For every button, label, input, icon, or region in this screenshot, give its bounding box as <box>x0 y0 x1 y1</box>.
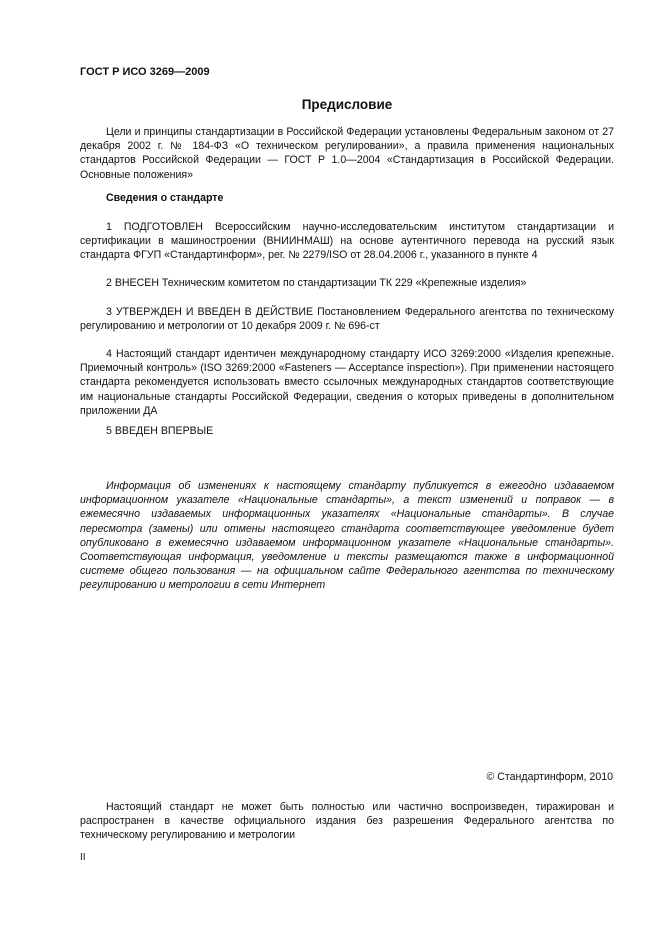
item-5-text: 5 ВВЕДЕН ВПЕРВЫЕ <box>106 425 214 437</box>
reproduction-text: Настоящий стандарт не может быть полностью или частично воспроизведен, тиражирован и распространен в качестве официального издания без разрешения Федерального агентства по техническому регулированию и метрологии <box>80 801 614 842</box>
page-number: II <box>80 852 86 863</box>
item-2-text: 2 ВНЕСЕН Техническим комитетом по стандартизации ТК 229 «Крепежные изделия» <box>106 277 527 289</box>
item-4 <box>80 347 614 418</box>
intro-paragraph <box>80 125 614 182</box>
notice-text: Информация об изменениях к настоящему стандарту публикуется в ежегодно издаваемом информационном указателе «Национальные стандарты», а текст изменений и поправок — в ежемесячно издаваемых информационных указателях «Национальные стандарты». В случае пересмотра (замены) или отмены настоящего стандарта соответствующее уведомление будет опубликовано в ежемесячно издаваемом информационном указателе «Национальные стандарты». Соответствующая информация, уведомление и тексты размещаются также в информационной системе общего пользования — на официальном сайте Федерального агентства по техническому регулированию и метрологии в сети Интернет <box>80 480 614 592</box>
page-title: Предисловие <box>301 97 393 112</box>
notice-paragraph <box>80 479 614 593</box>
intro-text: Цели и принципы стандартизации в Российской Федерации установлены Федеральным законом от 27 декабря 2002 г. № 184-ФЗ «О техническом регулировании», а правила применения национальных стандартов Российской Федерации — ГОСТ Р 1.0—2004 «Стандартизация в Российской Федерации. Основные положения» <box>80 126 614 181</box>
copyright: © Стандартинформ, 2010 <box>486 771 613 783</box>
reproduction-paragraph <box>80 800 614 843</box>
item-1 <box>80 220 614 263</box>
item-1-text: 1 ПОДГОТОВЛЕН Всероссийским научно-исследовательским институтом стандартизации и сертификации в машиностроении (ВНИИНМАШ) на основе аутентичного перевода на русский язык стандарта ФГУП «Стандартинформ», рег. № 2279/ISO от 28.04.2006 г., указанного в пункте 4 <box>80 221 614 262</box>
item-4-text: 4 Настоящий стандарт идентичен международному стандарту ИСО 3269:2000 «Изделия крепежные. Приемочный контроль» (ISO 3269:2000 «Fasteners — Acceptance inspection»). При применении настоящего стандарта рекомендуется использовать вместо ссылочных международных стандартов соответствующие им национальные стандарты Российской Федерации, сведения о которых приведены в дополнительном приложении ДА <box>80 348 614 417</box>
item-3-text: 3 УТВЕРЖДЕН И ВВЕДЕН В ДЕЙСТВИЕ Постановлением Федерального агентства по техническому регулированию и метрологии от 10 декабря 2009 г. № 696-ст <box>80 306 614 333</box>
document-code: ГОСТ Р ИСО 3269—2009 <box>80 66 210 78</box>
info-heading: Сведения о стандарте <box>106 192 224 204</box>
item-5 <box>80 424 614 438</box>
item-2 <box>80 276 614 290</box>
item-3 <box>80 305 614 333</box>
